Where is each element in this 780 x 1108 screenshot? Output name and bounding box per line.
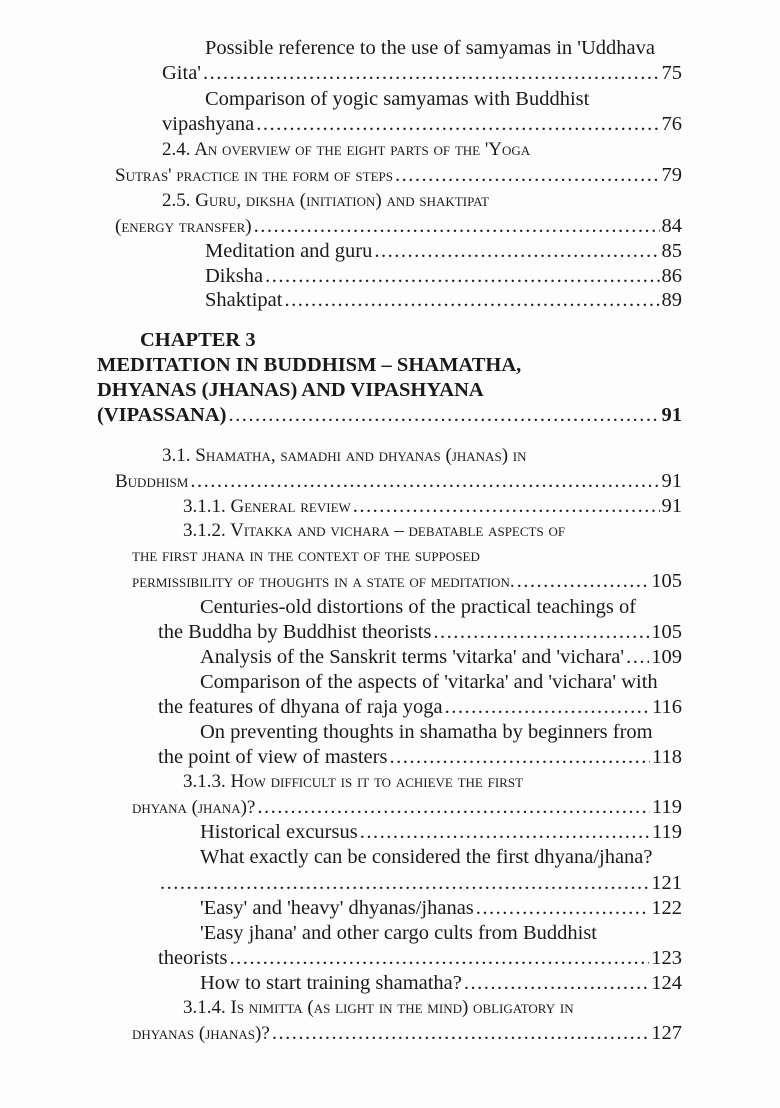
toc-entry <box>115 214 682 238</box>
dot-leader <box>517 569 650 593</box>
toc-entry-page: 84 <box>661 215 682 237</box>
toc-entry-title: the point of view of masters <box>158 746 388 768</box>
toc-entry-page: 124 <box>651 972 682 994</box>
dot-leader <box>265 264 659 288</box>
toc-entry-page: 105 <box>651 621 682 643</box>
toc-entry <box>205 264 682 288</box>
toc-entry <box>200 921 597 945</box>
toc-entry-title: Comparison of yogic samyamas with Buddhist <box>205 88 590 110</box>
toc-entry <box>205 87 589 111</box>
toc-entry-page: 121 <box>651 872 682 894</box>
toc-entry-title: permissibility of thoughts in a state of meditation. <box>132 571 515 592</box>
toc-entry <box>158 620 682 644</box>
toc-entry <box>132 795 682 819</box>
toc-entry <box>200 595 636 619</box>
dot-leader <box>360 820 650 844</box>
toc-entry-title: vipashyana <box>162 113 255 135</box>
toc-entry-title: Sutras' practice in the form of steps <box>115 165 393 186</box>
toc-entry-title: Possible reference to the use of samyamas in 'Uddhava <box>205 37 655 59</box>
toc-entry <box>132 544 480 568</box>
dot-leader <box>160 871 649 895</box>
toc-entry-title: DHYANAS (JHANAS) AND VIPASHYANA <box>97 379 484 401</box>
toc-entry-title: theorists <box>158 947 228 969</box>
dot-leader <box>284 288 659 312</box>
dot-leader <box>445 695 650 719</box>
toc-entry <box>158 695 682 719</box>
toc-entry-title: 3.1.3. How difficult is it to achieve the first <box>183 771 524 792</box>
toc-entry-page: 109 <box>651 646 682 668</box>
dot-leader <box>272 1021 649 1045</box>
toc-entry-title: CHAPTER 3 <box>140 329 256 351</box>
toc-entry-title: the Buddha by Buddhist theorists <box>158 621 432 643</box>
toc-entry <box>115 163 682 187</box>
toc-entry-title: dhyanas (jhanas)? <box>132 1023 270 1044</box>
toc-entry-page: 119 <box>652 821 682 843</box>
toc-entry-title: the features of dhyana of raja yoga <box>158 696 443 718</box>
toc-entry <box>200 896 682 920</box>
toc-entry-title: Gita' <box>162 62 201 84</box>
toc-entry <box>200 670 658 694</box>
toc-entry-page: 89 <box>661 289 682 311</box>
toc-entry <box>97 403 682 427</box>
toc-entry-title: MEDITATION IN BUDDHISM – SHAMATHA, <box>97 354 522 376</box>
toc-entry-title: How to start training shamatha? <box>200 972 462 994</box>
toc-entry-page: 85 <box>661 240 682 262</box>
dot-leader <box>353 494 660 518</box>
toc-entry <box>162 444 526 468</box>
toc-entry-page: 123 <box>651 947 682 969</box>
toc-entry-page: 127 <box>651 1022 682 1044</box>
toc-entry-title: dhyana (jhana)? <box>132 797 256 818</box>
toc-entry <box>205 288 682 312</box>
dot-leader <box>626 645 649 669</box>
toc-entry <box>200 645 682 669</box>
toc-entry-page: 91 <box>661 495 682 517</box>
toc-entry-title: (energy transfer) <box>115 216 252 237</box>
toc-entry <box>162 112 682 136</box>
toc-entry-page: 75 <box>661 62 682 84</box>
toc-entry <box>115 469 682 493</box>
toc-entry-title: 2.5. Guru, diksha (initiation) and shaktipat <box>162 190 489 211</box>
toc-entry-title: Meditation and guru <box>205 240 373 262</box>
toc-entry-title: Historical excursus <box>200 821 358 843</box>
toc-entry-title: Comparison of the aspects of 'vitarka' and 'vichara' with <box>200 671 658 693</box>
toc-entry-title: Shaktipat <box>205 289 283 311</box>
dot-leader <box>395 163 660 187</box>
toc-entry-page: 79 <box>661 164 682 186</box>
toc-entry-title: 3.1.4. Is nimitta (as light in the mind) obligatory in <box>183 997 574 1018</box>
toc-entry <box>158 871 682 895</box>
toc-entry-page: 76 <box>661 113 682 135</box>
toc-entry-title: Analysis of the Sanskrit terms 'vitarka' and 'vichara' <box>200 646 625 668</box>
dot-leader <box>257 795 650 819</box>
toc-entry <box>200 971 682 995</box>
toc-entry <box>200 820 682 844</box>
toc-entry <box>183 519 565 543</box>
dot-leader <box>203 61 660 85</box>
toc-entry <box>162 138 530 162</box>
toc-entry <box>183 996 574 1020</box>
toc-entry <box>158 946 682 970</box>
toc-entry-title: On preventing thoughts in shamatha by beginners from <box>200 721 653 743</box>
dot-leader <box>256 112 659 136</box>
dot-leader <box>433 620 649 644</box>
dot-leader <box>228 403 659 427</box>
toc-entry <box>97 378 484 402</box>
toc-entry-title: Centuries-old distortions of the practical teachings of <box>200 596 637 618</box>
toc-entry <box>200 845 653 869</box>
toc-entry-title: 'Easy' and 'heavy' dhyanas/jhanas <box>200 897 474 919</box>
dot-leader <box>229 946 649 970</box>
dot-leader <box>464 971 649 995</box>
toc-entry-title: 2.4. An overview of the eight parts of the 'Yoga <box>162 139 531 160</box>
toc-entry <box>200 720 653 744</box>
toc-entry <box>97 353 521 377</box>
toc-entry <box>205 239 682 263</box>
dot-leader <box>374 239 659 263</box>
toc-entry-page: 119 <box>652 796 682 818</box>
toc-entry-page: 116 <box>652 696 682 718</box>
toc-entry-title: 3.1.1. General review <box>183 496 351 517</box>
dot-leader <box>190 469 659 493</box>
toc-entry <box>162 189 489 213</box>
toc-entry <box>132 569 682 593</box>
dot-leader <box>254 214 660 238</box>
toc-entry-page: 91 <box>661 404 682 426</box>
toc-entry-title: Buddhism <box>115 471 189 492</box>
dot-leader <box>476 896 649 920</box>
toc-entry-title: What exactly can be considered the first dhyana/jhana? <box>200 846 653 868</box>
toc-entry <box>132 1021 682 1045</box>
toc-entry-title: 'Easy jhana' and other cargo cults from Buddhist <box>200 922 597 944</box>
toc-entry-page: 118 <box>652 746 682 768</box>
toc-entry <box>183 770 523 794</box>
toc-entry-page: 91 <box>661 470 682 492</box>
toc-entry-title: Diksha <box>205 265 264 287</box>
toc-entry <box>140 328 256 352</box>
toc-entry <box>183 494 682 518</box>
toc-entry <box>205 36 655 60</box>
toc-entry-title: the first jhana in the context of the supposed <box>132 545 480 566</box>
toc-entry-title: 3.1.2. Vitakka and vichara – debatable aspects of <box>183 520 566 541</box>
toc-entry <box>162 61 682 85</box>
toc-entry <box>158 745 682 769</box>
toc-entry-title: (VIPASSANA) <box>97 404 227 426</box>
dot-leader <box>389 745 650 769</box>
toc-entry-page: 86 <box>661 265 682 287</box>
toc-entry-page: 105 <box>651 570 682 592</box>
toc-entry-title: 3.1. Shamatha, samadhi and dhyanas (jhanas) in <box>162 445 527 466</box>
toc-entry-page: 122 <box>651 897 682 919</box>
